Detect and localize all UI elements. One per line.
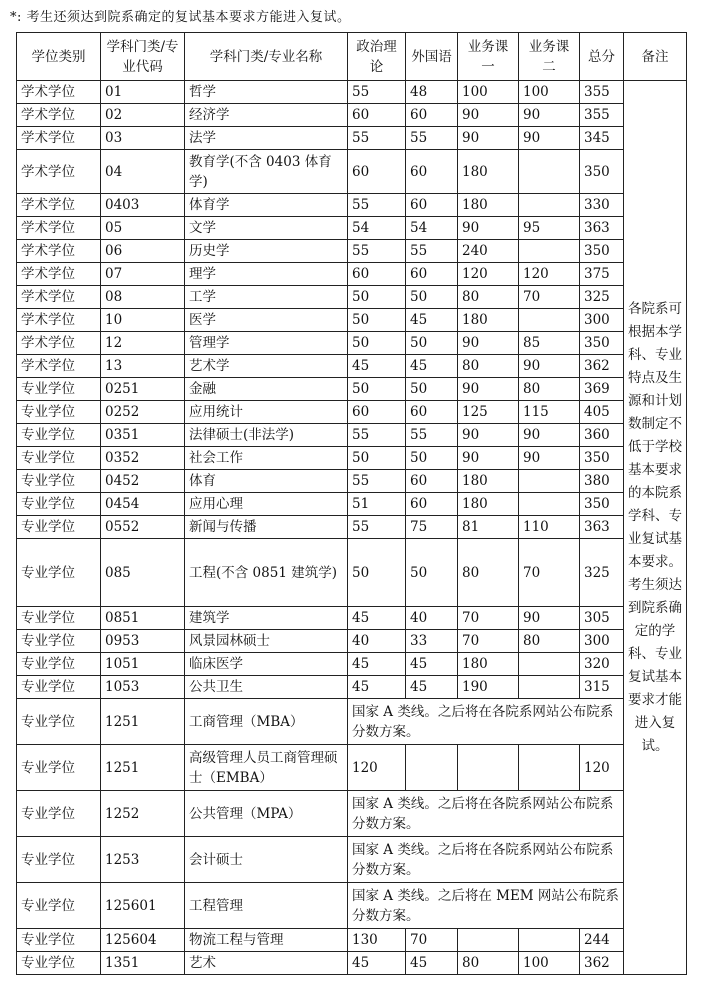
table-row — [17, 81, 687, 104]
code-cell: 0251 — [101, 378, 185, 401]
politics-score-cell: 55 — [348, 81, 406, 104]
politics-score-cell: 50 — [348, 309, 406, 332]
name-cell: 风景园林硕士 — [185, 630, 348, 653]
subject-1-score-cell — [458, 745, 519, 791]
degree-type-cell: 专业学位 — [17, 378, 101, 401]
total-score-cell: 369 — [580, 378, 624, 401]
subject-1-score-cell: 70 — [458, 630, 519, 653]
table-row — [17, 516, 687, 539]
table-row — [17, 630, 687, 653]
total-score-cell: 300 — [580, 630, 624, 653]
degree-type-cell: 学术学位 — [17, 81, 101, 104]
code-cell: 0403 — [101, 194, 185, 217]
code-cell: 0452 — [101, 470, 185, 493]
merged-score-note-cell: 国家 A 类线。之后将在各院系网站公布院系分数方案。 — [348, 699, 624, 745]
degree-type-cell: 专业学位 — [17, 929, 101, 952]
subject-1-score-cell: 240 — [458, 240, 519, 263]
table-row — [17, 240, 687, 263]
foreign-language-score-cell: 50 — [406, 447, 458, 470]
degree-type-cell: 专业学位 — [17, 791, 101, 837]
total-score-cell: 315 — [580, 676, 624, 699]
code-cell: 10 — [101, 309, 185, 332]
table-row — [17, 883, 687, 929]
subject-2-score-cell: 90 — [519, 355, 580, 378]
table-row — [17, 332, 687, 355]
code-cell: 0851 — [101, 607, 185, 630]
politics-score-cell: 60 — [348, 401, 406, 424]
subject-2-score-cell: 80 — [519, 630, 580, 653]
total-score-cell: 350 — [580, 150, 624, 194]
subject-1-score-cell: 180 — [458, 150, 519, 194]
foreign-language-score-cell: 50 — [406, 539, 458, 607]
header-foreign-language: 外国语 — [406, 33, 458, 81]
code-cell: 0252 — [101, 401, 185, 424]
subject-1-score-cell: 180 — [458, 309, 519, 332]
subject-2-score-cell: 100 — [519, 952, 580, 975]
code-cell: 1051 — [101, 653, 185, 676]
politics-score-cell: 50 — [348, 539, 406, 607]
score-table — [16, 32, 687, 975]
subject-1-score-cell: 80 — [458, 539, 519, 607]
total-score-cell: 362 — [580, 952, 624, 975]
degree-type-cell: 专业学位 — [17, 676, 101, 699]
table-row — [17, 791, 687, 837]
name-cell: 工学 — [185, 286, 348, 309]
merged-score-note-cell: 国家 A 类线。之后将在各院系网站公布院系分数方案。 — [348, 837, 624, 883]
table-row — [17, 217, 687, 240]
total-score-cell: 380 — [580, 470, 624, 493]
total-score-cell: 330 — [580, 194, 624, 217]
subject-1-score-cell: 80 — [458, 952, 519, 975]
table-row — [17, 653, 687, 676]
foreign-language-score-cell: 60 — [406, 150, 458, 194]
degree-type-cell: 专业学位 — [17, 447, 101, 470]
code-cell: 1251 — [101, 699, 185, 745]
subject-2-score-cell — [519, 470, 580, 493]
code-cell: 06 — [101, 240, 185, 263]
total-score-cell: 355 — [580, 81, 624, 104]
remark-cell: 各院系可根据本学科、专业特点及生源和计划数制定不低于学校基本要求的本院系学科、专业复试基本要求。考生须达到院系确定的学科、专业复试基本要求才能进入复试。 — [624, 81, 687, 975]
subject-2-score-cell — [519, 745, 580, 791]
table-row — [17, 263, 687, 286]
subject-1-score-cell: 90 — [458, 378, 519, 401]
subject-1-score-cell: 90 — [458, 332, 519, 355]
code-cell: 125601 — [101, 883, 185, 929]
table-row — [17, 447, 687, 470]
total-score-cell: 375 — [580, 263, 624, 286]
foreign-language-score-cell: 75 — [406, 516, 458, 539]
total-score-cell: 362 — [580, 355, 624, 378]
politics-score-cell: 130 — [348, 929, 406, 952]
politics-score-cell: 51 — [348, 493, 406, 516]
subject-2-score-cell — [519, 929, 580, 952]
name-cell: 建筑学 — [185, 607, 348, 630]
name-cell: 应用统计 — [185, 401, 348, 424]
subject-1-score-cell: 70 — [458, 607, 519, 630]
politics-score-cell: 54 — [348, 217, 406, 240]
subject-1-score-cell: 80 — [458, 355, 519, 378]
foreign-language-score-cell: 60 — [406, 470, 458, 493]
name-cell: 管理学 — [185, 332, 348, 355]
name-cell: 工程(不含 0851 建筑学) — [185, 539, 348, 607]
politics-score-cell: 120 — [348, 745, 406, 791]
subject-2-score-cell: 90 — [519, 127, 580, 150]
politics-score-cell: 45 — [348, 355, 406, 378]
code-cell: 13 — [101, 355, 185, 378]
subject-1-score-cell: 190 — [458, 676, 519, 699]
name-cell: 会计硕士 — [185, 837, 348, 883]
degree-type-cell: 学术学位 — [17, 355, 101, 378]
name-cell: 文学 — [185, 217, 348, 240]
politics-score-cell: 50 — [348, 447, 406, 470]
code-cell: 04 — [101, 150, 185, 194]
degree-type-cell: 学术学位 — [17, 286, 101, 309]
politics-score-cell: 60 — [348, 263, 406, 286]
table-row — [17, 699, 687, 745]
politics-score-cell: 55 — [348, 127, 406, 150]
subject-1-score-cell: 180 — [458, 194, 519, 217]
foreign-language-score-cell: 60 — [406, 493, 458, 516]
foreign-language-score-cell: 50 — [406, 332, 458, 355]
degree-type-cell: 学术学位 — [17, 332, 101, 355]
foreign-language-score-cell: 54 — [406, 217, 458, 240]
name-cell: 教育学(不含 0403 体育学) — [185, 150, 348, 194]
politics-score-cell: 55 — [348, 194, 406, 217]
merged-score-note-cell: 国家 A 类线。之后将在各院系网站公布院系分数方案。 — [348, 791, 624, 837]
table-row — [17, 355, 687, 378]
name-cell: 法律硕士(非法学) — [185, 424, 348, 447]
foreign-language-score-cell: 45 — [406, 676, 458, 699]
subject-2-score-cell: 90 — [519, 607, 580, 630]
total-score-cell: 120 — [580, 745, 624, 791]
code-cell: 1251 — [101, 745, 185, 791]
table-body — [17, 81, 687, 975]
table-row — [17, 401, 687, 424]
subject-1-score-cell: 180 — [458, 470, 519, 493]
foreign-language-score-cell: 60 — [406, 263, 458, 286]
table-row — [17, 309, 687, 332]
name-cell: 金融 — [185, 378, 348, 401]
total-score-cell: 305 — [580, 607, 624, 630]
table-row — [17, 127, 687, 150]
politics-score-cell: 55 — [348, 424, 406, 447]
degree-type-cell: 专业学位 — [17, 952, 101, 975]
total-score-cell: 325 — [580, 539, 624, 607]
code-cell: 1252 — [101, 791, 185, 837]
degree-type-cell: 专业学位 — [17, 470, 101, 493]
politics-score-cell: 45 — [348, 952, 406, 975]
foreign-language-score-cell: 70 — [406, 929, 458, 952]
subject-1-score-cell: 180 — [458, 653, 519, 676]
total-score-cell: 350 — [580, 332, 624, 355]
name-cell: 临床医学 — [185, 653, 348, 676]
total-score-cell: 300 — [580, 309, 624, 332]
degree-type-cell: 专业学位 — [17, 745, 101, 791]
degree-type-cell: 学术学位 — [17, 104, 101, 127]
footnote: *: 考生还须达到院系确定的复试基本要求方能进入复试。 — [10, 10, 351, 25]
name-cell: 体育学 — [185, 194, 348, 217]
total-score-cell: 350 — [580, 240, 624, 263]
table-row — [17, 493, 687, 516]
subject-1-score-cell: 90 — [458, 424, 519, 447]
subject-2-score-cell — [519, 493, 580, 516]
foreign-language-score-cell: 40 — [406, 607, 458, 630]
table-row — [17, 676, 687, 699]
foreign-language-score-cell: 45 — [406, 309, 458, 332]
code-cell: 1351 — [101, 952, 185, 975]
subject-1-score-cell: 90 — [458, 217, 519, 240]
degree-type-cell: 学术学位 — [17, 309, 101, 332]
code-cell: 07 — [101, 263, 185, 286]
code-cell: 03 — [101, 127, 185, 150]
code-cell: 0953 — [101, 630, 185, 653]
politics-score-cell: 45 — [348, 676, 406, 699]
subject-1-score-cell — [458, 929, 519, 952]
code-cell: 1253 — [101, 837, 185, 883]
subject-2-score-cell: 120 — [519, 263, 580, 286]
subject-2-score-cell — [519, 150, 580, 194]
table-row — [17, 378, 687, 401]
table-header-row — [17, 33, 687, 81]
name-cell: 高级管理人员工商管理硕士（EMBA） — [185, 745, 348, 791]
name-cell: 哲学 — [185, 81, 348, 104]
politics-score-cell: 60 — [348, 104, 406, 127]
subject-2-score-cell: 70 — [519, 539, 580, 607]
code-cell: 0352 — [101, 447, 185, 470]
degree-type-cell: 学术学位 — [17, 263, 101, 286]
politics-score-cell: 50 — [348, 378, 406, 401]
name-cell: 工程管理 — [185, 883, 348, 929]
degree-type-cell: 学术学位 — [17, 217, 101, 240]
degree-type-cell: 专业学位 — [17, 493, 101, 516]
foreign-language-score-cell: 48 — [406, 81, 458, 104]
subject-2-score-cell: 115 — [519, 401, 580, 424]
code-cell: 1053 — [101, 676, 185, 699]
politics-score-cell: 60 — [348, 150, 406, 194]
politics-score-cell: 55 — [348, 516, 406, 539]
degree-type-cell: 专业学位 — [17, 883, 101, 929]
degree-type-cell: 专业学位 — [17, 607, 101, 630]
total-score-cell: 345 — [580, 127, 624, 150]
name-cell: 社会工作 — [185, 447, 348, 470]
foreign-language-score-cell: 45 — [406, 653, 458, 676]
total-score-cell: 244 — [580, 929, 624, 952]
subject-2-score-cell: 80 — [519, 378, 580, 401]
header-name: 学科门类/专业名称 — [185, 33, 348, 81]
degree-type-cell: 专业学位 — [17, 699, 101, 745]
subject-1-score-cell: 90 — [458, 104, 519, 127]
foreign-language-score-cell: 45 — [406, 355, 458, 378]
subject-1-score-cell: 125 — [458, 401, 519, 424]
degree-type-cell: 专业学位 — [17, 837, 101, 883]
table-row — [17, 837, 687, 883]
total-score-cell: 325 — [580, 286, 624, 309]
name-cell: 公共卫生 — [185, 676, 348, 699]
subject-1-score-cell: 81 — [458, 516, 519, 539]
subject-2-score-cell — [519, 309, 580, 332]
name-cell: 艺术 — [185, 952, 348, 975]
table-row — [17, 424, 687, 447]
table-row — [17, 745, 687, 791]
subject-2-score-cell — [519, 194, 580, 217]
subject-1-score-cell: 90 — [458, 127, 519, 150]
politics-score-cell: 45 — [348, 607, 406, 630]
total-score-cell: 350 — [580, 447, 624, 470]
total-score-cell: 350 — [580, 493, 624, 516]
table-row — [17, 470, 687, 493]
degree-type-cell: 专业学位 — [17, 653, 101, 676]
degree-type-cell: 专业学位 — [17, 539, 101, 607]
foreign-language-score-cell: 55 — [406, 424, 458, 447]
merged-score-note-cell: 国家 A 类线。之后将在 MEM 网站公布院系分数方案。 — [348, 883, 624, 929]
header-subject-2: 业务课二 — [519, 33, 580, 81]
politics-score-cell: 55 — [348, 470, 406, 493]
name-cell: 应用心理 — [185, 493, 348, 516]
code-cell: 0351 — [101, 424, 185, 447]
subject-2-score-cell: 110 — [519, 516, 580, 539]
subject-2-score-cell: 70 — [519, 286, 580, 309]
code-cell: 01 — [101, 81, 185, 104]
name-cell: 艺术学 — [185, 355, 348, 378]
subject-1-score-cell: 90 — [458, 447, 519, 470]
foreign-language-score-cell: 60 — [406, 194, 458, 217]
subject-2-score-cell: 90 — [519, 447, 580, 470]
subject-1-score-cell: 100 — [458, 81, 519, 104]
table-row — [17, 929, 687, 952]
degree-type-cell: 学术学位 — [17, 194, 101, 217]
total-score-cell: 320 — [580, 653, 624, 676]
header-subject-1: 业务课一 — [458, 33, 519, 81]
code-cell: 05 — [101, 217, 185, 240]
name-cell: 工商管理（MBA） — [185, 699, 348, 745]
name-cell: 公共管理（MPA） — [185, 791, 348, 837]
name-cell: 历史学 — [185, 240, 348, 263]
degree-type-cell: 专业学位 — [17, 516, 101, 539]
degree-type-cell: 专业学位 — [17, 401, 101, 424]
table-row — [17, 952, 687, 975]
table-row — [17, 194, 687, 217]
header-degree-type: 学位类别 — [17, 33, 101, 81]
table-row — [17, 539, 687, 607]
name-cell: 体育 — [185, 470, 348, 493]
total-score-cell: 363 — [580, 217, 624, 240]
total-score-cell: 360 — [580, 424, 624, 447]
code-cell: 0552 — [101, 516, 185, 539]
name-cell: 物流工程与管理 — [185, 929, 348, 952]
foreign-language-score-cell: 60 — [406, 401, 458, 424]
code-cell: 125604 — [101, 929, 185, 952]
foreign-language-score-cell: 50 — [406, 378, 458, 401]
foreign-language-score-cell: 33 — [406, 630, 458, 653]
total-score-cell: 363 — [580, 516, 624, 539]
header-code: 学科门类/专业代码 — [101, 33, 185, 81]
politics-score-cell: 45 — [348, 653, 406, 676]
header-total: 总分 — [580, 33, 624, 81]
table-row — [17, 150, 687, 194]
politics-score-cell: 55 — [348, 240, 406, 263]
name-cell: 医学 — [185, 309, 348, 332]
code-cell: 085 — [101, 539, 185, 607]
foreign-language-score-cell: 55 — [406, 240, 458, 263]
subject-1-score-cell: 80 — [458, 286, 519, 309]
name-cell: 理学 — [185, 263, 348, 286]
code-cell: 08 — [101, 286, 185, 309]
foreign-language-score-cell: 45 — [406, 952, 458, 975]
degree-type-cell: 学术学位 — [17, 240, 101, 263]
foreign-language-score-cell: 50 — [406, 286, 458, 309]
code-cell: 0454 — [101, 493, 185, 516]
code-cell: 12 — [101, 332, 185, 355]
table-row — [17, 286, 687, 309]
name-cell: 新闻与传播 — [185, 516, 348, 539]
degree-type-cell: 专业学位 — [17, 424, 101, 447]
subject-2-score-cell — [519, 653, 580, 676]
subject-2-score-cell: 90 — [519, 104, 580, 127]
politics-score-cell: 50 — [348, 332, 406, 355]
subject-2-score-cell: 100 — [519, 81, 580, 104]
politics-score-cell: 50 — [348, 286, 406, 309]
total-score-cell: 355 — [580, 104, 624, 127]
subject-1-score-cell: 120 — [458, 263, 519, 286]
foreign-language-score-cell: 55 — [406, 127, 458, 150]
header-remark: 备注 — [624, 33, 687, 81]
subject-1-score-cell: 180 — [458, 493, 519, 516]
subject-2-score-cell: 90 — [519, 424, 580, 447]
code-cell: 02 — [101, 104, 185, 127]
name-cell: 经济学 — [185, 104, 348, 127]
subject-2-score-cell: 95 — [519, 217, 580, 240]
subject-2-score-cell: 85 — [519, 332, 580, 355]
degree-type-cell: 专业学位 — [17, 630, 101, 653]
subject-2-score-cell — [519, 676, 580, 699]
table-row — [17, 104, 687, 127]
header-politics: 政治理论 — [348, 33, 406, 81]
name-cell: 法学 — [185, 127, 348, 150]
subject-2-score-cell — [519, 240, 580, 263]
politics-score-cell: 40 — [348, 630, 406, 653]
degree-type-cell: 学术学位 — [17, 127, 101, 150]
table-row — [17, 607, 687, 630]
foreign-language-score-cell — [406, 745, 458, 791]
foreign-language-score-cell: 60 — [406, 104, 458, 127]
degree-type-cell: 学术学位 — [17, 150, 101, 194]
total-score-cell: 405 — [580, 401, 624, 424]
